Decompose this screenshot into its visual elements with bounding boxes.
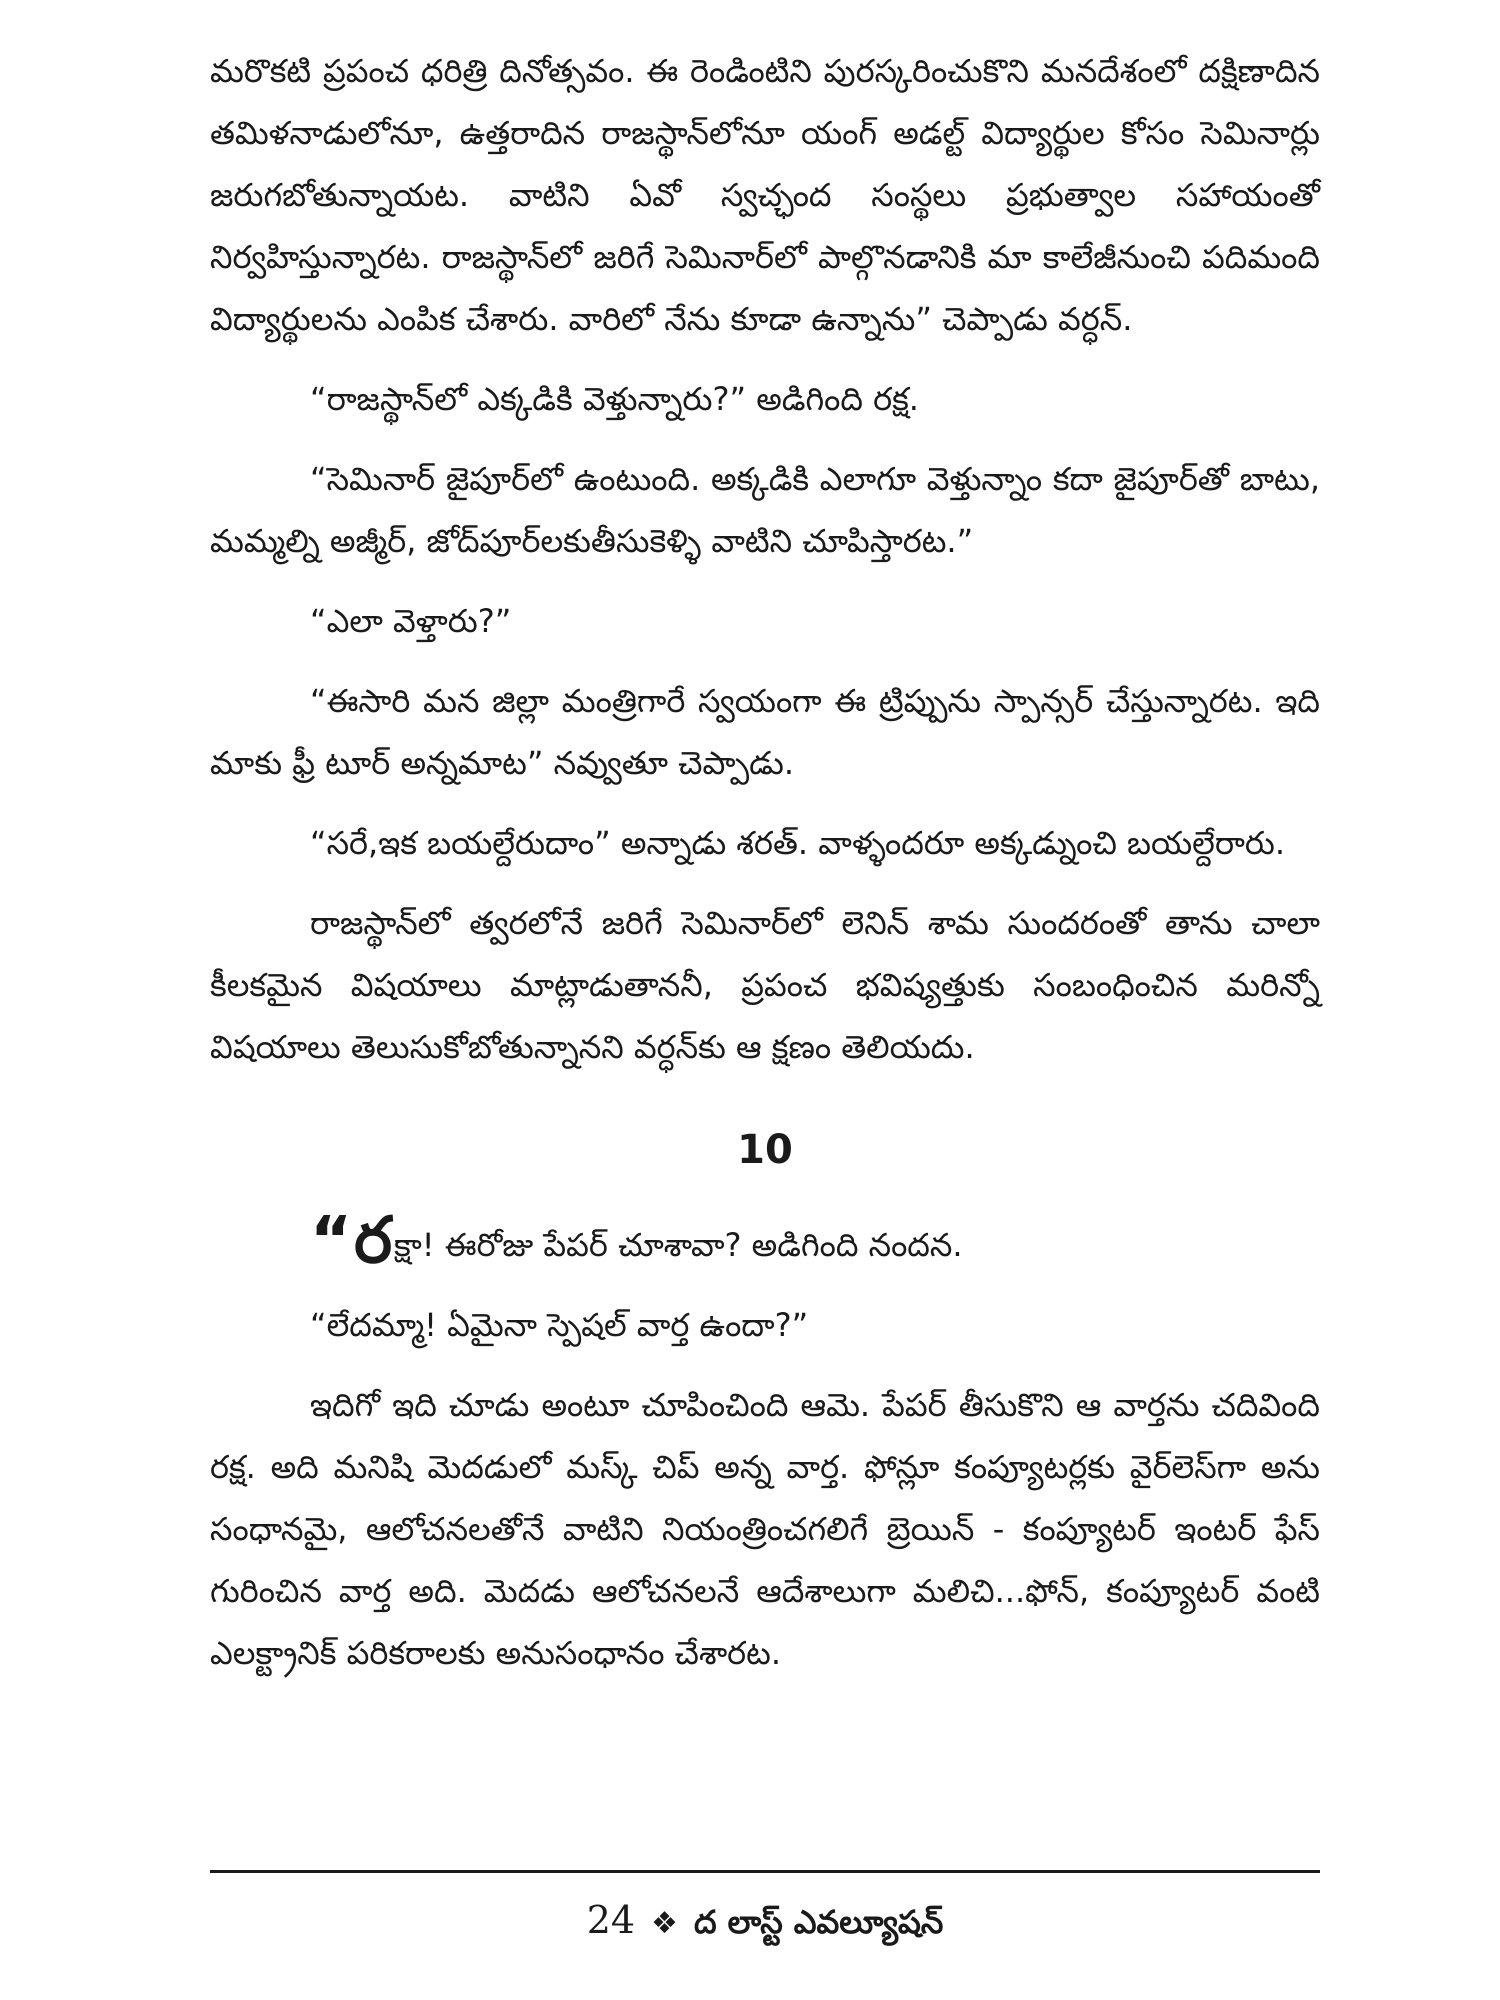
paragraph: “ఈసారి మన జిల్లా మంత్రిగారే స్వయంగా ఈ ట్రిప్పును స్పాన్సర్ చేస్తున్నారట. ఇది మాకు ఫ్రీ టూర్ అన్నమాట” నవ్వుతూ చెప్పాడు. xyxy=(210,682,1320,782)
book-title: ద లాస్ట్ ఎవల్యూషన్ xyxy=(693,1903,944,1941)
paragraph: “లేదమ్మా! ఏమైనా స్పెషల్ వార్త ఉందా?” xyxy=(310,1306,809,1344)
paragraph: “రాజస్థాన్‌లో ఎక్కడికి వెళ్తున్నారు?” అడిగింది రక్ష. xyxy=(310,380,919,418)
paragraph: రాజస్థాన్‌లో త్వరలోనే జరిగే సెమినార్‌లో లెనిన్ శామ సుందరంతో తాను చాలా కీలకమైన విషయాలు మాట్లాడుతాననీ, ప్రపంచ భవిష్యత్తుకు సంబంధించిన మరిన్నో విషయాలు తెలుసుకోబోతున్నానని వర్ధన్‌కు ఆ క్షణం తెలియదు. xyxy=(210,904,1320,1066)
paragraph: “సరే,ఇక బయల్దేరుదాం” అన్నాడు శరత్. వాళ్ళందరూ అక్కడ్నుంచి బయల్దేరారు. xyxy=(310,824,1286,862)
chapter-opening-paragraph xyxy=(210,1204,1320,1278)
opening-quote-mark: “ xyxy=(310,1204,353,1278)
paragraph: ఇదిగో ఇది చూడు అంటూ చూపించింది ఆమె. పేపర్ తీసుకొని ఆ వార్తను చదివింది రక్ష. అది మనిషి మెదడులో మస్క్ చిప్ అన్న వార్త. ఫోన్లూ కంప్యూటర్లకు వైర్‌లెస్‌గా అను సంధానమై, ఆలోచనలతోనే వాటిని నియంత్రించగలిగే బ్రెయిన్ - కంప్యూటర్ ఇంటర్ ఫేస్ గురించిన వార్త అది. మెదడు ఆలోచనలనే ఆదేశాలుగా మలిచి...ఫోన్, కంప్యూటర్ వంటి ఎలక్ట్రానిక్ పరికరాలకు అనుసంధానం చేశారట. xyxy=(210,1386,1320,1672)
page-number: 24 xyxy=(586,1898,636,1942)
footer-divider xyxy=(210,1870,1320,1873)
ornament-icon: ❖ xyxy=(651,1906,678,1941)
drop-cap-letter: ర xyxy=(354,1204,393,1278)
paragraph: “సెమినార్ జైపూర్‌లో ఉంటుంది. అక్కడికి ఎలాగూ వెళ్తున్నాం కదా జైపూర్‌తో బాటు, మమ్మల్ని అజ్మీర్, జోద్‌పూర్‌లకుతీసుకెళ్ళి వాటిని చూపిస్తారట.” xyxy=(210,460,1320,560)
page-body xyxy=(210,40,1320,1702)
opening-text: క్షా! ఈరోజు పేపర్ చూశావా? అడిగింది నందన. xyxy=(394,1226,963,1264)
paragraph: “ఎలా వెళ్తారు?” xyxy=(310,602,512,640)
paragraph: మరొకటి ప్రపంచ ధరిత్రి దినోత్సవం. ఈ రెండింటిని పురస్కరించుకొని మనదేశంలో దక్షిణాదిన తమిళనాడులోనూ, ఉత్తరాదిన రాజస్థాన్‌లోనూ యంగ్ అడల్ట్ విద్యార్థుల కోసం సెమినార్లు జరుగబోతున్నాయట. వాటిని ఏవో స్వచ్ఛంద సంస్థలు ప్రభుత్వాల సహాయంతో నిర్వహిస్తున్నారట. రాజస్థాన్‌లో జరిగే సెమినార్‌లో పాల్గొనడానికి మా కాలేజీనుంచి పదిమంది విద్యార్థులను ఎంపిక చేశారు. వారిలో నేను కూడా ఉన్నాను” చెప్పాడు వర్ధన్. xyxy=(210,52,1320,338)
chapter-number: 10 xyxy=(737,1127,793,1173)
page-footer xyxy=(210,1895,1320,1949)
